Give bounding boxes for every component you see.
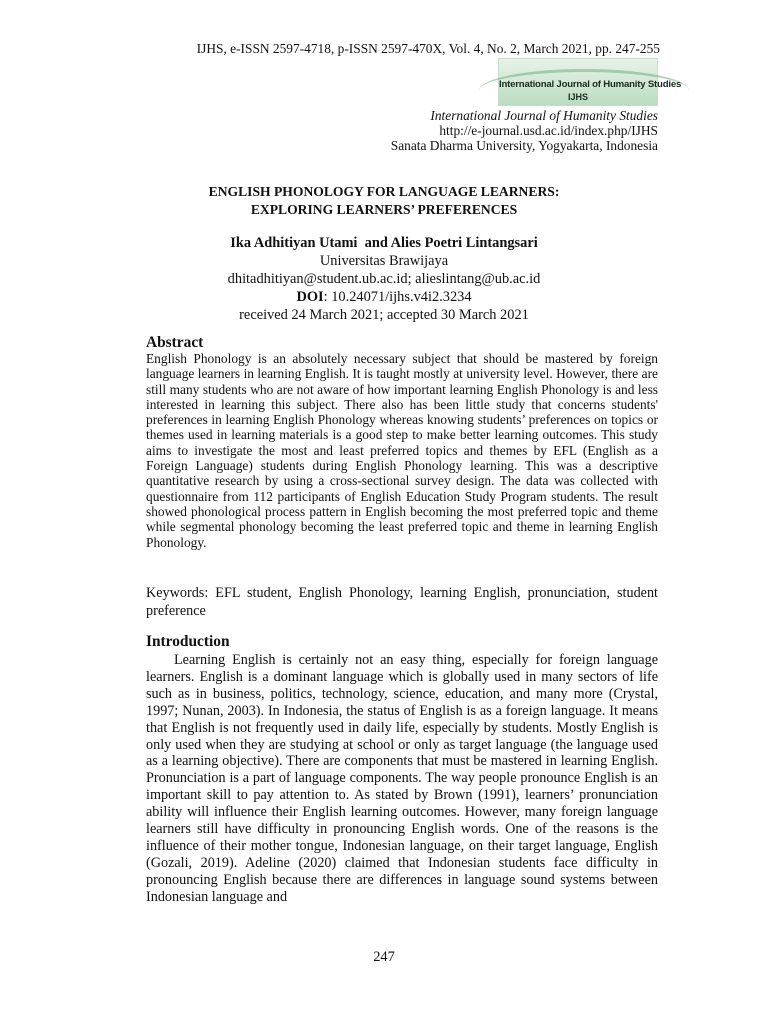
abstract-heading: Abstract <box>146 334 204 351</box>
article-title-line-1: ENGLISH PHONOLOGY FOR LANGUAGE LEARNERS: <box>208 184 560 199</box>
abstract-text: English Phonology is an absolutely necessary subject that should be mastered by foreign language learners in learning English. It is taught mostly at university level. However, there are still many students who are not aware of how important learning English Phonology is and less interested in learning this subject. There also has been little study that concerns students' preferences in learning English Phonology whereas knowing students’ preferences on topics or themes used in learning materials is a good step to make better learning outcomes. This study aims to investigate the most and least preferred topics and themes by EFL (English as a Foreign Language) students during English Phonology learning. This was a descriptive quantitative research by using a cross-sectional survey design. The data was collected with questionnaire from 112 participants of English Education Study Program students. The result showed phonological process pattern in English becoming the most preferred topic and theme while segmental phonology becoming the least preferred topic and theme in learning English Phonology. <box>146 351 658 550</box>
introduction-text: Learning English is certainly not an easy thing, especially for foreign language learners. English is a dominant language which is globally used in many sectors of life such as in business, politics, technology, science, education, and many more (Crystal, 1997; Nunan, 2003). In Indonesia, the status of English is as a foreign language. It means that English is not frequently used in daily life, especially by students. Mostly English is only used when they are studying at school or only as target language (the language used as a learning objective). There are components that must be mastered in learning English. Pronunciation is a part of language components. The way people pronounce English is an important skill to pay attention to. As stated by Brown (1991), learners’ pronunciation ability will influence their English learning outcomes. However, many foreign language learners still have difficulty in pronouncing English words. One of the reasons is the influence of their mother tongue, Indonesian language, on their target language, English (Gozali, 2019). Adeline (2020) claimed that Indonesian students face difficulty in pronouncing English because there are differences in language sound systems between Indonesian language and <box>146 652 658 905</box>
article-title <box>110 183 658 219</box>
page-number: 247 <box>373 949 395 965</box>
keywords: Keywords: EFL student, English Phonology, learning English, pronunciation, student preference <box>146 585 658 619</box>
journal-logo <box>498 58 682 106</box>
doi-label: DOI <box>296 289 324 305</box>
journal-citation-header: IJHS, e-ISSN 2597-4718, p-ISSN 2597-470X, Vol. 4, No. 2, March 2021, pp. 247-255 <box>196 41 660 56</box>
publisher: Sanata Dharma University, Yogyakarta, Indonesia <box>390 138 658 154</box>
journal-url[interactable]: http://e-journal.usd.ac.id/index.php/IJHS <box>439 123 658 139</box>
introduction-heading: Introduction <box>146 633 230 650</box>
article-dates: received 24 March 2021; accepted 30 March 2021 <box>239 307 529 323</box>
logo-swirl-decoration <box>479 69 689 112</box>
doi-value[interactable]: : 10.24071/ijhs.v4i2.3234 <box>323 289 472 305</box>
author-names: Ika Adhitiyan Utami and Alies Poetri Lintangsari <box>230 235 538 251</box>
journal-info <box>300 108 658 154</box>
journal-name: International Journal of Humanity Studies <box>430 108 658 123</box>
doi-line <box>110 288 658 306</box>
article-title-line-2: EXPLORING LEARNERS’ PREFERENCES <box>250 202 518 217</box>
author-emails[interactable]: dhitadhitiyan@student.ub.ac.id; alieslintang@ub.ac.id <box>227 271 541 287</box>
logo-acronym: IJHS <box>567 92 588 102</box>
author-affiliation: Universitas Brawijaya <box>319 253 449 269</box>
logo-title: International Journal of Humanity Studies <box>499 79 682 90</box>
author-info <box>110 234 658 324</box>
